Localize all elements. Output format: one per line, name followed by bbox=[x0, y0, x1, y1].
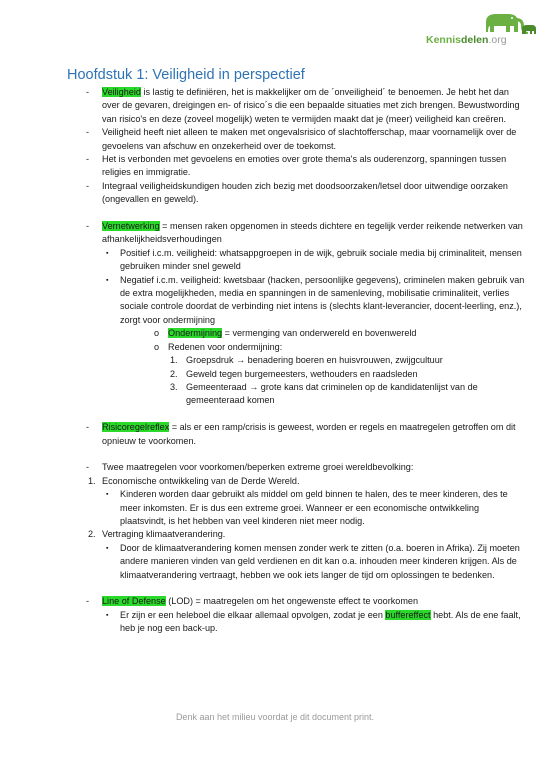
list-item-ondermijning: o Ondermijning = vermenging van onderwereld en bovenwereld bbox=[86, 327, 526, 340]
chapter-heading: Hoofdstuk 1: Veiligheid in perspectief bbox=[67, 67, 305, 83]
dash-bullet: - bbox=[86, 462, 90, 473]
dash-bullet: - bbox=[86, 596, 90, 607]
paragraph-ongevalsrisico: - Veiligheid heeft niet alleen te maken met ongevalsrisico of slachtofferschap, maar voornamelijk over de gevoelens van afschuw en onzekerheid over de toekomst. bbox=[86, 127, 517, 151]
list-item-negatief: ▪ Negatief i.c.m. veiligheid: kwetsbaar (hacken, persoonlijke gegevens), criminelen maken gebruik van de extra mogelijkheden, media en spanningen in de samenleving, mobilisatie criminaliteit, verlies sociale controle doordat de verbinding niet intens is (slechts klant-leverancier, docent-leerling, enz.), zorgt voor ondermijning bbox=[106, 274, 525, 325]
dash-bullet: - bbox=[86, 154, 90, 165]
list-item-economisch-detail: ▪ Kinderen worden daar gebruikt als middel om geld binnen te halen, des te meer kinderen, des te meer inkomsten. Er is dus een extreme groei. Wanneer er een economische ontwikkeling plaatsvindt, is het hebben van veel kinderen niet meer nodig. bbox=[106, 489, 508, 526]
highlight-term: Line of Defense bbox=[102, 596, 166, 607]
list-item-redenen: o Redenen voor ondermijning: bbox=[86, 341, 526, 354]
highlight-term: Ondermijning bbox=[168, 328, 223, 339]
square-bullet: ▪ bbox=[106, 611, 109, 619]
square-bullet: ▪ bbox=[106, 276, 109, 284]
list-item-klimaat-detail: ▪ Door de klimaatverandering komen mensen zonder werk te zitten (o.a. boeren in Afrika). Zij moeten andere manieren vinden van geld verdienen en dit kan o.a. inhouden meer kinderen krijgen. Als de klimaatverandering vertraagt, hebben we ook iets langer de tijd om oplossingen te bedenken. bbox=[106, 542, 520, 580]
paragraph-twee-maatregelen: - Twee maatregelen voor voorkomen/beperken extreme groei wereldbevolking: bbox=[86, 461, 526, 474]
paragraph-integraal: - Integraal veiligheidskundigen houden zich bezig met doodsoorzaken/letsel door uitwendige oorzaken (ongevallen en geweld). bbox=[86, 180, 508, 205]
kennisdelen-logo bbox=[418, 10, 538, 54]
paragraph-risicoregelreflex: - Risicoregelreflex = als er een ramp/crisis is geweest, worden er regels en maatregelen getroffen om dit opnieuw te voorkomen. bbox=[86, 422, 516, 446]
dash-bullet: - bbox=[86, 422, 90, 433]
list-item-reason-3: 3. Gemeenteraad → grote kans dat criminelen op de kandidatenlijst van de gemeenteraad komen bbox=[170, 381, 478, 406]
dash-bullet: - bbox=[86, 127, 90, 138]
paragraph-veiligheid: - Veiligheid is lastig te definiëren, het is makkelijker om de ´onveiligheid´ te benoemen. Je hebt het dan over de gevaren, dreigingen en- of risico´s die een bepaalde situaties met zich brengen. Bewustwording van risico's en deze (zoveel mogelijk) weten te vermijden maakt dat je (meer) veiligheid kan creëren. bbox=[86, 87, 520, 124]
square-bullet: ▪ bbox=[106, 249, 109, 257]
circle-bullet: o bbox=[154, 341, 160, 352]
list-item-reason-1: 1. Groepsdruk → benadering boeren en huisvrouwen, zwijgcultuur bbox=[170, 355, 443, 366]
list-item-economisch: 1. Economische ontwikkeling van de Derde Wereld. bbox=[88, 475, 300, 486]
dash-bullet: - bbox=[86, 87, 90, 97]
list-item-buffereffect: ▪ Er zijn er een heleboel die elkaar allemaal opvolgen, zodat je een buffereffect hebt. Als de ene faalt, heb je nog een back-up. bbox=[106, 609, 521, 634]
square-bullet: ▪ bbox=[106, 544, 109, 552]
highlight-term: Veiligheid bbox=[102, 87, 141, 97]
paragraph-gevoelens: - Het is verbonden met gevoelens en emoties over grote thema's als ouderenzorg, spanningen tussen religies en immigratie. bbox=[86, 154, 507, 178]
highlight-term: buffereffect bbox=[385, 609, 431, 620]
dash-bullet: - bbox=[86, 221, 90, 232]
list-item-reason-2: 2. Geweld tegen burgemeesters, wethouders en raadsleden bbox=[170, 368, 418, 379]
highlight-term: Risicoregelreflex bbox=[102, 422, 170, 433]
footer-note: Denk aan het milieu voordat je dit document print. bbox=[175, 712, 375, 722]
paragraph-line-of-defense: - Line of Defense (LOD) = maatregelen om het ongewenste effect te voorkomen bbox=[86, 595, 526, 608]
dash-bullet: - bbox=[86, 180, 90, 191]
list-item-klimaat: 2. Vertraging klimaatverandering. bbox=[88, 529, 226, 540]
paragraph-vernetwerking: - Vernetwerking = mensen raken opgenomen in steeds dichtere en tegelijk verder reikende netwerken van afhankelijkheidsverhoudingen bbox=[86, 221, 523, 245]
elephant-icon bbox=[428, 10, 538, 36]
square-bullet: ▪ bbox=[106, 491, 109, 499]
circle-bullet: o bbox=[154, 328, 160, 339]
logo-text: Kennisdelen.org bbox=[426, 34, 507, 46]
document-body bbox=[86, 86, 526, 636]
highlight-term: Vernetwerking bbox=[102, 221, 160, 232]
list-item-positief: ▪ Positief i.c.m. veiligheid: whatsappgroepen in de wijk, gebruik sociale media bij criminaliteit, mensen gebruiken minder snel geweld bbox=[106, 247, 522, 272]
